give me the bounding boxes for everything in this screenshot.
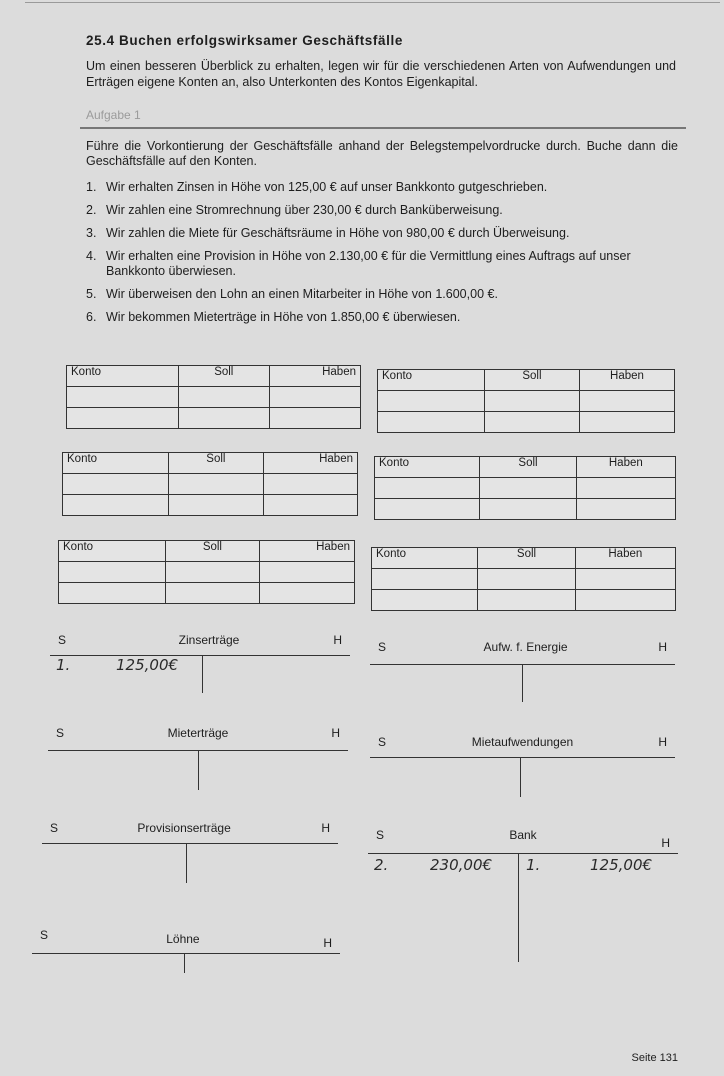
stamp-cell[interactable] — [576, 499, 675, 520]
intro-text: Um einen besseren Überblick zu erhalten, legen wir für die verschiedenen Arten von Aufwendungen und Erträgen eigene Konten an, also Unterkonten des Kontos Eigenkapital. — [86, 59, 676, 89]
stamp-cell[interactable] — [375, 478, 480, 499]
list-item: 1. Wir erhalten Zinsen in Höhe von 125,00 € auf unser Bankkonto gutgeschrieben. — [86, 180, 548, 194]
page-number: Seite 131 — [631, 1052, 678, 1064]
top-rule — [25, 2, 720, 3]
list-item: 2. Wir zahlen eine Stromrechnung über 230,00 € durch Banküberweisung. — [86, 203, 503, 217]
stamp-cell[interactable] — [269, 408, 360, 429]
list-item: 3. Wir zahlen die Miete für Geschäftsräume in Höhe von 980,00 € durch Überweisung. — [86, 226, 570, 240]
t-account-mietaufwendungen: S Mietaufwendungen H — [370, 735, 675, 797]
list-item: 5. Wir überweisen den Lohn an einen Mitarbeiter in Höhe von 1.600,00 €. — [86, 287, 498, 301]
stamp-cell[interactable] — [484, 412, 579, 433]
stamp-cell[interactable] — [263, 495, 357, 516]
stamp-cell[interactable] — [575, 590, 675, 611]
handwritten-entry-number: 1. — [56, 656, 71, 674]
stamp-cell[interactable] — [372, 569, 478, 590]
instruction-text: Führe die Vorkontierung der Geschäftsfälle anhand der Belegstempelvordrucke durch. Buche dann die Geschäftsfälle auf den Konten. — [86, 139, 678, 168]
stamp-cell[interactable] — [59, 583, 166, 604]
stamp-cell[interactable] — [478, 569, 575, 590]
task-label: Aufgabe 1 — [86, 108, 141, 122]
booking-stamp-5: Konto Soll Haben — [58, 540, 355, 604]
stamp-cell[interactable] — [178, 387, 269, 408]
booking-stamp-3: Konto Soll Haben — [62, 452, 358, 516]
section-title: 25.4 Buchen erfolgswirksamer Geschäftsfälle — [86, 33, 403, 48]
stamp-cell[interactable] — [67, 387, 179, 408]
stamp-cell[interactable] — [372, 590, 478, 611]
booking-stamp-2: Konto Soll Haben — [377, 369, 675, 433]
t-account-loehne: S Löhne H — [32, 928, 340, 976]
t-account-bank: S Bank H 2. 230,00€ 1. 125,00€ — [368, 828, 678, 962]
stamp-cell[interactable] — [269, 387, 360, 408]
stamp-cell[interactable] — [378, 391, 485, 412]
stamp-cell[interactable] — [63, 495, 169, 516]
booking-stamp-1: Konto Soll Haben — [66, 365, 361, 429]
t-account-provisionsertraege: S Provisionserträge H — [42, 821, 338, 885]
t-account-mietertraege: S Mieterträge H — [48, 726, 348, 790]
stamp-cell[interactable] — [480, 499, 576, 520]
handwritten-entry-amount: 125,00€ — [590, 856, 653, 874]
stamp-cell[interactable] — [579, 391, 674, 412]
stamp-cell[interactable] — [378, 412, 485, 433]
stamp-cell[interactable] — [484, 391, 579, 412]
stamp-cell[interactable] — [165, 583, 260, 604]
stamp-cell[interactable] — [165, 562, 260, 583]
stamp-cell[interactable] — [178, 408, 269, 429]
stamp-cell[interactable] — [260, 562, 355, 583]
stamp-cell[interactable] — [260, 583, 355, 604]
stamp-cell[interactable] — [480, 478, 576, 499]
stamp-cell[interactable] — [59, 562, 166, 583]
booking-stamp-4: Konto Soll Haben — [374, 456, 676, 520]
stamp-cell[interactable] — [576, 478, 675, 499]
booking-stamp-6: Konto Soll Haben — [371, 547, 676, 611]
task-list — [86, 180, 686, 333]
stamp-cell[interactable] — [67, 408, 179, 429]
stamp-cell[interactable] — [478, 590, 575, 611]
t-account-zinsertraege: S Zinserträge H 1. 125,00€ — [50, 633, 350, 693]
stamp-cell[interactable] — [579, 412, 674, 433]
t-account-aufw-energie: S Aufw. f. Energie H — [370, 640, 675, 702]
stamp-cell[interactable] — [263, 474, 357, 495]
task-separator — [80, 127, 686, 129]
handwritten-entry-number: 2. — [374, 856, 389, 874]
stamp-cell[interactable] — [169, 495, 263, 516]
handwritten-entry-amount: 125,00€ — [116, 656, 179, 674]
handwritten-entry-amount: 230,00€ — [430, 856, 493, 874]
stamp-cell[interactable] — [575, 569, 675, 590]
list-item: 6. Wir bekommen Mieterträge in Höhe von 1.850,00 € überwiesen. — [86, 310, 461, 324]
stamp-cell[interactable] — [375, 499, 480, 520]
stamp-cell[interactable] — [169, 474, 263, 495]
list-item: 4. Wir erhalten eine Provision in Höhe von 2.130,00 € für die Vermittlung eines Auftrags auf unser Bankkonto überwiesen. — [86, 249, 631, 278]
stamp-cell[interactable] — [63, 474, 169, 495]
handwritten-entry-number: 1. — [526, 856, 541, 874]
